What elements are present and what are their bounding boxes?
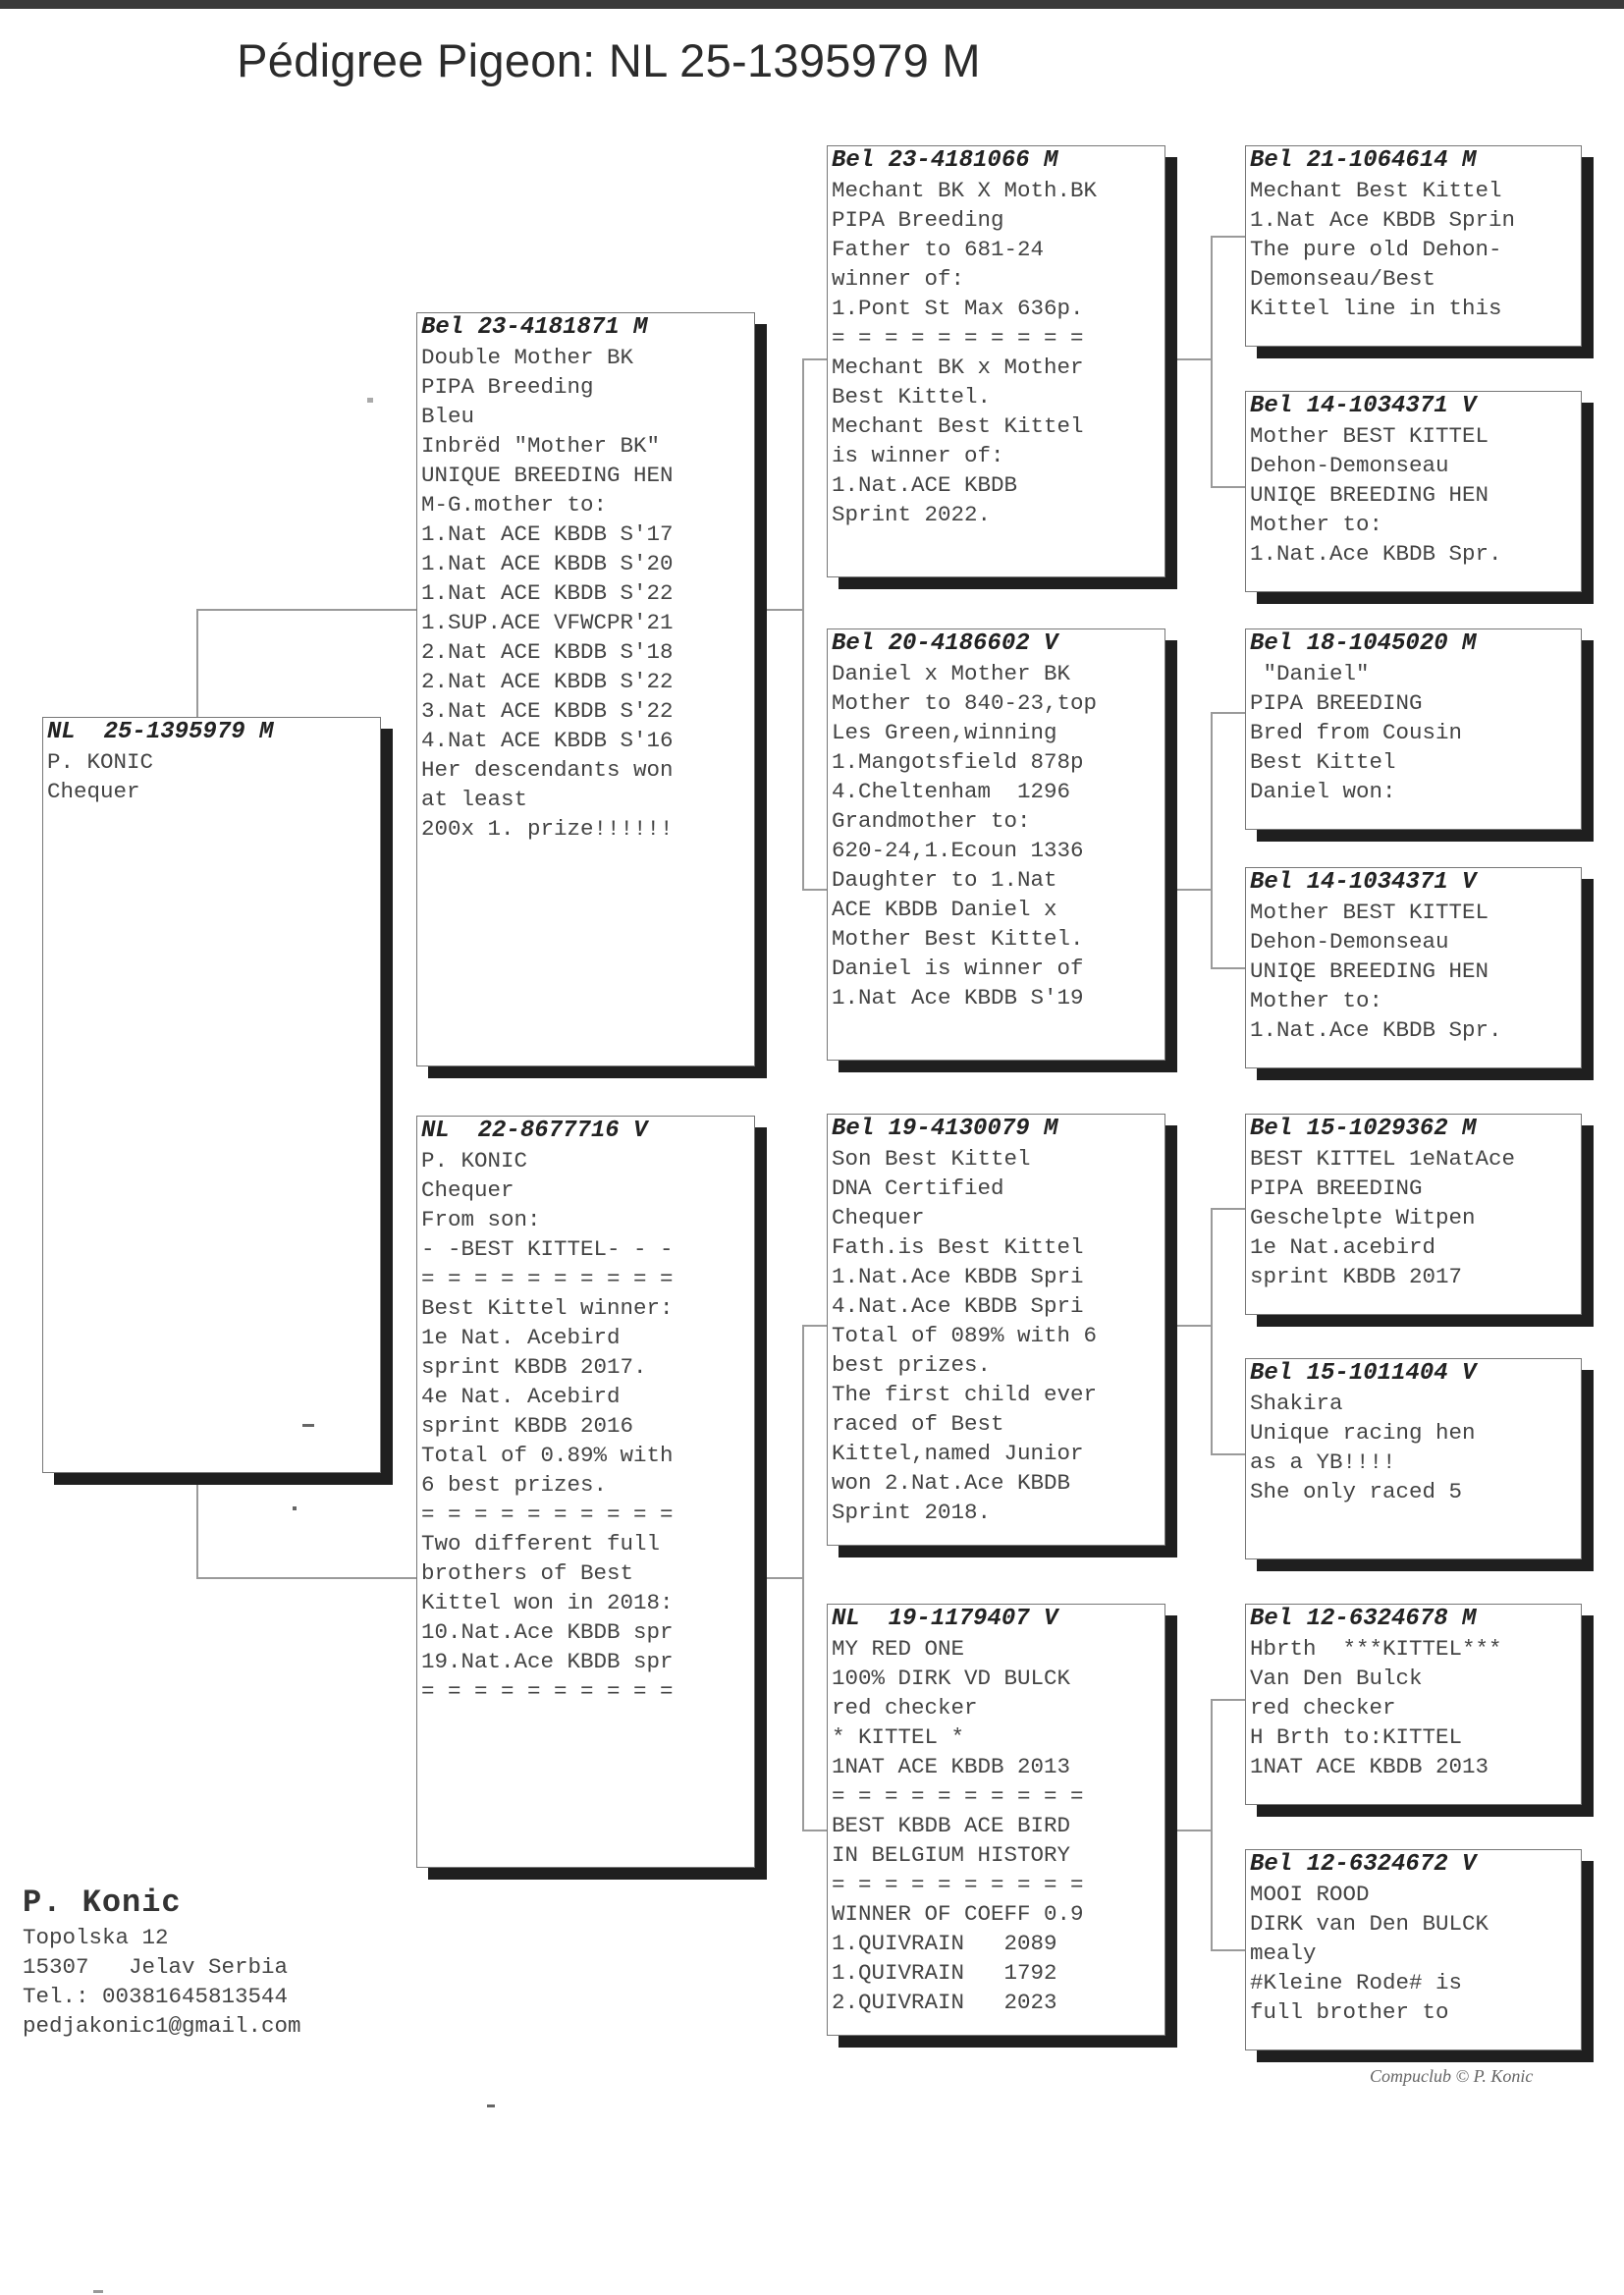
card-line: won 2.Nat.Ace KBDB xyxy=(832,1470,1071,1496)
connector xyxy=(802,1325,830,1327)
card-line: H Brth to:KITTEL xyxy=(1250,1724,1463,1750)
card-line: * KITTEL * xyxy=(832,1724,965,1750)
card-line: Bleu xyxy=(421,404,475,429)
great-grandparent-card xyxy=(1245,1849,1582,2050)
card-line: Her descendants won xyxy=(421,757,674,783)
card-line: Mother to: xyxy=(1250,988,1383,1013)
connector xyxy=(1211,1208,1213,1453)
breeder-email: pedjakonic1@gmail.com xyxy=(23,2013,301,2039)
card-line: Fath.is Best Kittel xyxy=(832,1234,1084,1260)
connector xyxy=(1211,1699,1213,1949)
card-line: Sprint 2022. xyxy=(832,502,992,527)
card-line: UNIQE BREEDING HEN xyxy=(1250,958,1489,984)
card-line: From son: xyxy=(421,1207,541,1232)
card-line: ACE KBDB Daniel x xyxy=(832,897,1057,922)
card-line: = = = = = = = = = = xyxy=(832,325,1084,351)
card-line: sprint KBDB 2017. xyxy=(421,1354,647,1380)
card-line: Mechant Best Kittel xyxy=(832,413,1084,439)
card-line: 4e Nat. Acebird xyxy=(421,1384,621,1409)
ring-number: Bel 15-1011404 V xyxy=(1250,1360,1477,1387)
connector xyxy=(196,609,416,611)
great-grandparent-card xyxy=(1245,628,1582,830)
page-title: Pédigree Pigeon: NL 25-1395979 M xyxy=(237,34,981,86)
ring-number: Bel 14-1034371 V xyxy=(1250,869,1477,896)
card-line: Shakira xyxy=(1250,1391,1343,1416)
connector xyxy=(196,609,198,718)
breeder-info xyxy=(23,1884,301,2041)
ring-number: NL 22-8677716 V xyxy=(421,1118,648,1144)
card-line: = = = = = = = = = = xyxy=(832,1783,1084,1809)
connector xyxy=(196,1473,198,1578)
card-line: Mother Best Kittel. xyxy=(832,926,1084,952)
dam-dam-card xyxy=(827,1604,1165,2036)
card-line: 1.QUIVRAIN 1792 xyxy=(832,1960,1057,1986)
card-line: 1e Nat. Acebird xyxy=(421,1325,621,1350)
card-line: Daniel x Mother BK xyxy=(832,661,1071,686)
dam-card xyxy=(416,1116,755,1868)
card-line: 1.Pont St Max 636p. xyxy=(832,296,1084,321)
ring-number: Bel 15-1029362 M xyxy=(1250,1116,1477,1142)
card-line: 100% DIRK VD BULCK xyxy=(832,1666,1071,1691)
card-line: mealy xyxy=(1250,1940,1317,1966)
card-line: 1.QUIVRAIN 2089 xyxy=(832,1931,1057,1956)
card-line: Mother BEST KITTEL xyxy=(1250,423,1489,449)
card-line: BEST KBDB ACE BIRD xyxy=(832,1813,1071,1838)
connector xyxy=(196,1577,416,1579)
ring-number: Bel 23-4181066 M xyxy=(832,147,1058,174)
connector xyxy=(802,358,830,360)
card-line: Best Kittel. xyxy=(832,384,992,410)
connector xyxy=(1176,358,1212,360)
card-line: 1.Nat ACE KBDB S'20 xyxy=(421,551,674,576)
card-line: sprint KBDB 2016 xyxy=(421,1413,634,1439)
connector xyxy=(1211,236,1246,238)
connector xyxy=(760,1577,803,1579)
card-line: 2.Nat ACE KBDB S'18 xyxy=(421,639,674,665)
sire-card xyxy=(416,312,755,1066)
great-grandparent-card xyxy=(1245,145,1582,347)
card-line: Hbrth ***KITTEL*** xyxy=(1250,1636,1502,1662)
card-line: P. KONIC xyxy=(421,1148,528,1174)
card-line: Daniel won: xyxy=(1250,779,1396,804)
connector xyxy=(802,1830,830,1831)
card-line: 3.Nat ACE KBDB S'22 xyxy=(421,698,674,724)
card-line: 1NAT ACE KBDB 2013 xyxy=(832,1754,1071,1779)
breeder-address: Topolska 12 xyxy=(23,1925,169,1950)
card-line: Double Mother BK xyxy=(421,345,634,370)
connector xyxy=(760,609,803,611)
card-line: is winner of: xyxy=(832,443,1004,468)
scan-speck xyxy=(93,2290,103,2293)
card-line: 1.SUP.ACE VFWCPR'21 xyxy=(421,610,674,635)
card-line: Van Den Bulck xyxy=(1250,1666,1423,1691)
great-grandparent-card xyxy=(1245,391,1582,592)
card-line: Dehon-Demonseau xyxy=(1250,929,1449,955)
connector xyxy=(1211,1453,1246,1455)
card-line: = = = = = = = = = = xyxy=(832,1872,1084,1897)
card-line: Total of 089% with 6 xyxy=(832,1323,1098,1348)
breeder-phone: Tel.: 00381645813544 xyxy=(23,1984,289,2009)
card-line: Two different full xyxy=(421,1531,661,1557)
ring-number: Bel 14-1034371 V xyxy=(1250,393,1477,419)
card-line: IN BELGIUM HISTORY xyxy=(832,1842,1071,1868)
card-line: = = = = = = = = = = xyxy=(421,1266,674,1291)
card-line: 1.Nat.Ace KBDB Spr. xyxy=(1250,1017,1502,1043)
breeder-name: P. Konic xyxy=(23,1885,182,1921)
card-line: PIPA BREEDING xyxy=(1250,1175,1423,1201)
card-line: The first child ever xyxy=(832,1382,1098,1407)
card-line: PIPA BREEDING xyxy=(1250,690,1423,716)
card-line: red checker xyxy=(1250,1695,1396,1721)
connector xyxy=(1211,486,1246,488)
card-line: MOOI ROOD xyxy=(1250,1882,1370,1907)
scan-speck xyxy=(487,2104,495,2107)
card-line: Demonseau/Best xyxy=(1250,266,1436,292)
card-line: brothers of Best xyxy=(421,1560,634,1586)
great-grandparent-card xyxy=(1245,1604,1582,1805)
scan-speck xyxy=(367,398,373,403)
connector xyxy=(802,889,830,891)
card-line: MY RED ONE xyxy=(832,1636,965,1662)
card-line: 10.Nat.Ace KBDB spr xyxy=(421,1619,674,1645)
ring-number: Bel 18-1045020 M xyxy=(1250,630,1477,657)
connector xyxy=(1211,712,1213,967)
card-line: full brother to xyxy=(1250,1999,1449,2025)
connector xyxy=(1211,967,1246,969)
card-line: best prizes. xyxy=(832,1352,992,1378)
card-line: red checker xyxy=(832,1695,978,1721)
card-line: as a YB!!!! xyxy=(1250,1449,1396,1475)
card-line: Son Best Kittel xyxy=(832,1146,1031,1172)
card-line: Bred from Cousin xyxy=(1250,720,1463,745)
card-line: Chequer xyxy=(832,1205,925,1230)
card-line: She only raced 5 xyxy=(1250,1479,1463,1504)
connector xyxy=(1211,236,1213,486)
card-line: 1.Nat ACE KBDB S'22 xyxy=(421,580,674,606)
card-line: 1NAT ACE KBDB 2013 xyxy=(1250,1754,1489,1779)
connector xyxy=(1211,1949,1246,1951)
ring-number: NL 19-1179407 V xyxy=(832,1606,1058,1632)
card-line: Mechant Best Kittel xyxy=(1250,178,1502,203)
card-line: 4.Cheltenham 1296 xyxy=(832,779,1071,804)
card-line: Mother to 840-23,top xyxy=(832,690,1098,716)
connector xyxy=(1211,1699,1246,1701)
card-line: 1.Nat Ace KBDB S'19 xyxy=(832,985,1084,1011)
card-line: 1.Nat.Ace KBDB Spri xyxy=(832,1264,1084,1289)
ring-number: Bel 23-4181871 M xyxy=(421,314,648,341)
card-line: Daughter to 1.Nat xyxy=(832,867,1057,893)
breeder-city: 15307 Jelav Serbia xyxy=(23,1954,289,1980)
card-line: 1.Nat Ace KBDB Sprin xyxy=(1250,207,1516,233)
card-line: Mechant BK X Moth.BK xyxy=(832,178,1098,203)
card-line: Kittel won in 2018: xyxy=(421,1590,674,1615)
ring-number: Bel 19-4130079 M xyxy=(832,1116,1058,1142)
card-line: Kittel,named Junior xyxy=(832,1441,1084,1466)
card-line: 2.QUIVRAIN 2023 xyxy=(832,1990,1057,2015)
card-line: sprint KBDB 2017 xyxy=(1250,1264,1463,1289)
card-line: PIPA Breeding xyxy=(832,207,1004,233)
card-line: Les Green,winning xyxy=(832,720,1057,745)
card-line: 1.Nat.ACE KBDB xyxy=(832,472,1018,498)
dam-sire-card xyxy=(827,1114,1165,1546)
card-line: Father to 681-24 xyxy=(832,237,1045,262)
card-line: Best Kittel xyxy=(1250,749,1396,775)
card-line: Total of 0.89% with xyxy=(421,1443,674,1468)
ring-number: Bel 20-4186602 V xyxy=(832,630,1058,657)
card-line: 1.Nat ACE KBDB S'17 xyxy=(421,521,674,547)
connector xyxy=(1176,1325,1212,1327)
ring-number: Bel 12-6324672 V xyxy=(1250,1851,1477,1878)
card-line: Unique racing hen xyxy=(1250,1420,1476,1446)
card-line: Best Kittel winner: xyxy=(421,1295,674,1321)
card-line: raced of Best xyxy=(832,1411,1004,1437)
card-line: "Daniel" xyxy=(1250,661,1370,686)
card-line: Sprint 2018. xyxy=(832,1500,992,1525)
card-line: Kittel line in this xyxy=(1250,296,1502,321)
sire-dam-card xyxy=(827,628,1165,1061)
card-line: at least xyxy=(421,787,528,812)
card-line: Grandmother to: xyxy=(832,808,1031,834)
card-line: 200x 1. prize!!!!!! xyxy=(421,816,674,842)
card-line: P. KONIC xyxy=(47,749,154,775)
card-line: Daniel is winner of xyxy=(832,956,1084,981)
great-grandparent-card xyxy=(1245,1358,1582,1559)
card-line: Chequer xyxy=(47,779,140,804)
sire-sire-card xyxy=(827,145,1165,577)
card-line: Geschelpte Witpen xyxy=(1250,1205,1476,1230)
card-line: Dehon-Demonseau xyxy=(1250,453,1449,478)
card-line: winner of: xyxy=(832,266,965,292)
software-credit: Compuclub © P. Konic xyxy=(1370,2066,1534,2086)
ring-number: NL 25-1395979 M xyxy=(47,719,274,745)
great-grandparent-card xyxy=(1245,867,1582,1068)
ring-number: Bel 12-6324678 M xyxy=(1250,1606,1477,1632)
connector xyxy=(1176,1830,1212,1831)
scan-speck xyxy=(302,1424,314,1427)
connector xyxy=(1211,712,1246,714)
card-line: 4.Nat.Ace KBDB Spri xyxy=(832,1293,1084,1319)
card-line: 620-24,1.Ecoun 1336 xyxy=(832,838,1084,863)
card-line: #Kleine Rode# is xyxy=(1250,1970,1463,1995)
card-line: WINNER OF COEFF 0.9 xyxy=(832,1901,1084,1927)
card-line: UNIQE BREEDING HEN xyxy=(1250,482,1489,508)
card-line: 19.Nat.Ace KBDB spr xyxy=(421,1649,674,1674)
great-grandparent-card xyxy=(1245,1114,1582,1315)
card-line: Mother BEST KITTEL xyxy=(1250,900,1489,925)
card-line: BEST KITTEL 1eNatAce xyxy=(1250,1146,1516,1172)
card-line: 4.Nat ACE KBDB S'16 xyxy=(421,728,674,753)
card-line: UNIQUE BREEDING HEN xyxy=(421,463,674,488)
card-line: = = = = = = = = = = xyxy=(421,1502,674,1527)
subject-card xyxy=(42,717,381,1473)
card-line: 6 best prizes. xyxy=(421,1472,608,1498)
top-edge-line xyxy=(0,0,1624,9)
card-line: 2.Nat ACE KBDB S'22 xyxy=(421,669,674,694)
card-line: 1e Nat.acebird xyxy=(1250,1234,1436,1260)
connector xyxy=(802,358,804,889)
card-line: DNA Certified xyxy=(832,1175,1004,1201)
card-line: PIPA Breeding xyxy=(421,374,594,400)
card-line: 1.Nat.Ace KBDB Spr. xyxy=(1250,541,1502,567)
card-line: Chequer xyxy=(421,1177,514,1203)
card-line: Mechant BK x Mother xyxy=(832,355,1084,380)
connector xyxy=(1211,1208,1246,1210)
connector xyxy=(1176,889,1212,891)
card-line: The pure old Dehon- xyxy=(1250,237,1502,262)
card-line: - -BEST KITTEL- - - xyxy=(421,1236,674,1262)
scan-speck xyxy=(293,1506,297,1510)
card-line: DIRK van Den BULCK xyxy=(1250,1911,1489,1937)
card-line: Inbrëd "Mother BK" xyxy=(421,433,661,459)
card-line: = = = = = = = = = = xyxy=(421,1678,674,1704)
ring-number: Bel 21-1064614 M xyxy=(1250,147,1477,174)
card-line: Mother to: xyxy=(1250,512,1383,537)
card-line: M-G.mother to: xyxy=(421,492,608,518)
card-line: 1.Mangotsfield 878p xyxy=(832,749,1084,775)
